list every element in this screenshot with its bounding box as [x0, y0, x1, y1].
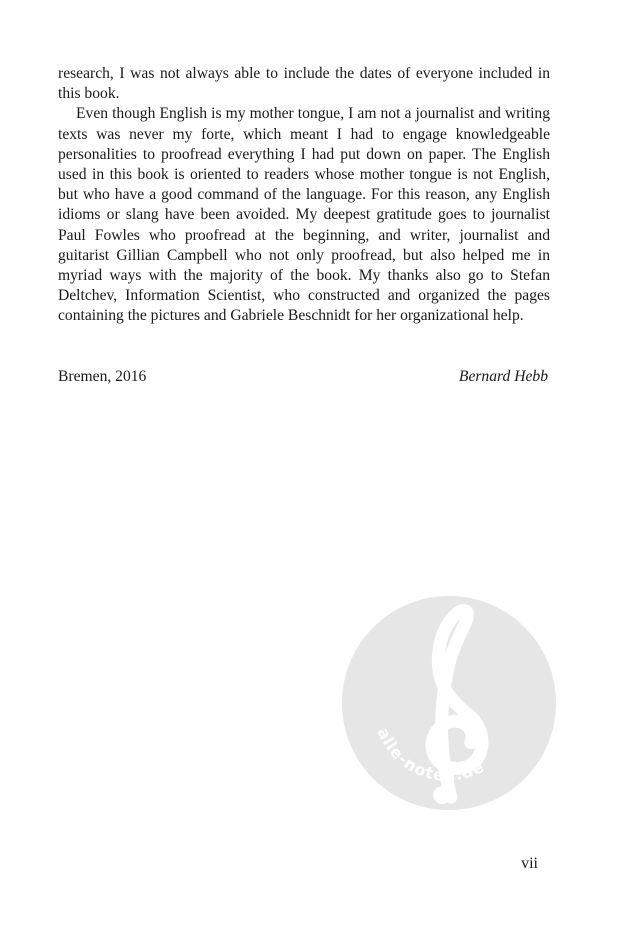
watermark-text: alle-noten.de	[373, 724, 488, 785]
author-name: Bernard Hebb	[458, 368, 548, 385]
paragraph-1: research, I was not always able to include the dates of everyone included in this book.	[58, 65, 550, 103]
paragraph-2: Even though English is my mother tongue, I am not a journalist and writing texts was never my forte, which meant I had to engage knowledgeable personalities to proofread everything I had put down on paper. The English used in this book is oriented to readers whose mother tongue is not English, but who have a good command of the language. For this reason, any English idioms or slang have been avoided. My deepest gratitude goes to journalist Paul Fowles who proofread at the beginning, and writer, journalist and guitarist Gillian Campbell who not only proofread, but also helped me in myriad ways with the majority of the book. My thanks also go to Stefan Deltchev, Information Scientist, who constructed and organized the pages containing the pictures and Gabriele Beschnidt for her organizational help.	[58, 105, 550, 325]
place-date: Bremen, 2016	[58, 368, 147, 385]
page-number: vii	[521, 855, 538, 872]
watermark-logo	[340, 594, 558, 812]
body-text	[58, 64, 550, 327]
